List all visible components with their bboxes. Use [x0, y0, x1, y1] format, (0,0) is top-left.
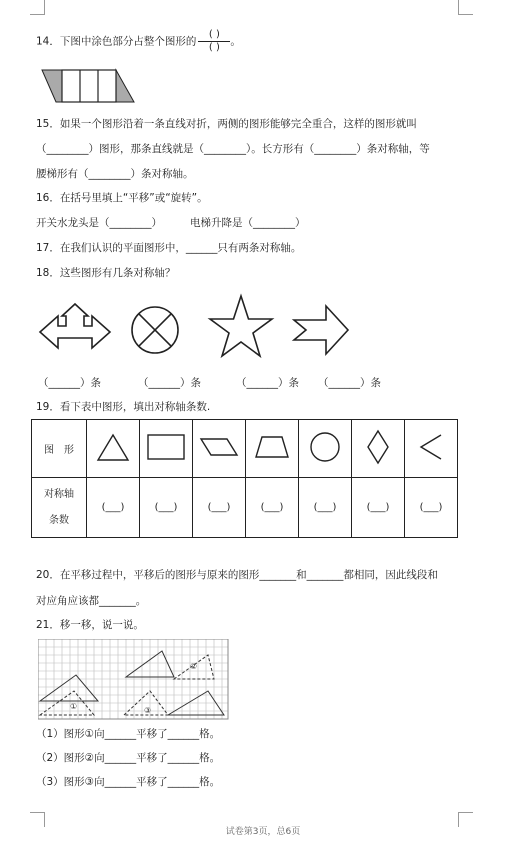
answer-cell[interactable]: (___): [246, 478, 299, 538]
answer-cell[interactable]: (___): [193, 478, 246, 538]
circle-icon: [299, 420, 352, 478]
parallelogram-icon: [193, 420, 246, 478]
symmetry-figures: [36, 292, 366, 364]
q18-answer-1: （______）条: [38, 377, 101, 389]
rhombus-icon: [352, 420, 405, 478]
answer-cell[interactable]: (___): [87, 478, 140, 538]
shaded-parallelogram-figure: [38, 66, 138, 106]
answer-cell[interactable]: (___): [140, 478, 193, 538]
question-15-line1: 15．如果一个图形沿着一条直线对折，两侧的图形能够完全重合，这样的图形就叫: [36, 118, 417, 130]
question-21-item-2: （2）图形②向______平移了______格。: [36, 752, 221, 764]
symmetry-table: [31, 419, 458, 538]
question-17: 17．在我们认识的平面图形中，______只有两条对称轴。: [36, 242, 302, 254]
crop-mark-top-right: [458, 0, 473, 15]
fraction-blank[interactable]: $\frac{( )}{( )}$: [198, 29, 230, 54]
crop-mark-top-left: [30, 0, 45, 15]
translation-grid: [38, 639, 230, 721]
star-icon: [210, 296, 272, 356]
label-shape-3: ③: [144, 706, 152, 715]
answer-cell[interactable]: (___): [405, 478, 458, 538]
label-shape-1: ①: [70, 702, 78, 711]
double-arrow-icon: [40, 304, 110, 348]
answer-cell[interactable]: (___): [352, 478, 405, 538]
question-14: 14．下图中涂色部分占整个图形的 $\frac{( )}{( )}$ 。: [36, 29, 241, 53]
question-21: 21．移一移，说一说。: [36, 619, 144, 631]
question-21-item-1: （1）图形①向______平移了______格。: [36, 728, 221, 740]
question-16-line1: 16．在括号里填上“平移”或“旋转”。: [36, 192, 208, 204]
angle-icon: [405, 420, 458, 478]
rectangle-icon: [140, 420, 193, 478]
question-20-line2: 对应角应该都_______。: [36, 595, 147, 607]
question-16-item-a: 开关水龙头是（________）: [36, 217, 162, 229]
question-15-line2: （________）图形，那条直线就是（________）。长方形有（________）条对称轴，等: [36, 143, 430, 155]
q18-answer-4: （______）条: [318, 377, 381, 389]
question-20-line1: 20．在平移过程中，平移后的图形与原来的图形_______和_______都相同，因此线段和: [36, 569, 438, 581]
question-15-line3: 腰梯形有（________）条对称轴。: [36, 168, 194, 180]
label-shape-2: ②: [190, 662, 198, 671]
q18-answer-2: （______）条: [138, 377, 201, 389]
question-18: 18．这些图形有几条对称轴？: [36, 267, 176, 279]
question-19: 19．看下表中图形，填出对称轴条数.: [36, 401, 211, 413]
block-arrow-icon: [294, 306, 348, 354]
question-16-item-b: 电梯升降是（________）: [190, 217, 306, 229]
crossed-circle-icon: [132, 307, 178, 353]
triangle-icon: [87, 420, 140, 478]
question-21-item-3: （3）图形③向______平移了______格。: [36, 776, 221, 788]
trapezoid-icon: [246, 420, 299, 478]
row-header-shape: 图 形: [32, 420, 87, 478]
q18-answer-3: （______）条: [236, 377, 299, 389]
page-footer: 试卷第3页，总6页: [225, 827, 301, 837]
answer-cell[interactable]: (___): [299, 478, 352, 538]
row-header-axes: 对称轴 条数: [32, 478, 87, 538]
